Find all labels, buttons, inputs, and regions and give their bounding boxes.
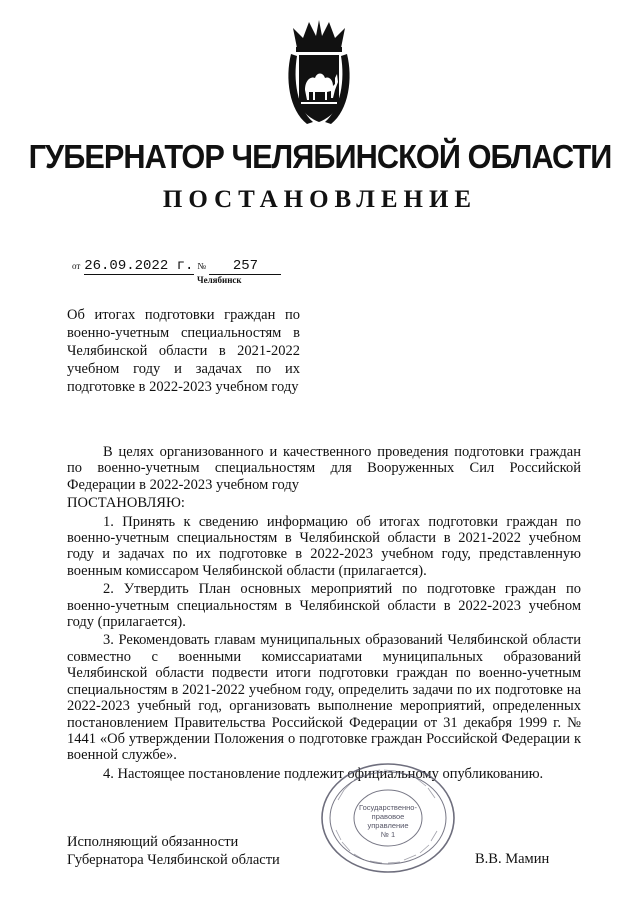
document-body bbox=[67, 444, 581, 784]
stamp-text: Государственно- bbox=[359, 803, 417, 812]
document-city: Челябинск bbox=[197, 275, 242, 285]
signatory-position bbox=[67, 833, 280, 869]
document-date: 26.09.2022 г. bbox=[84, 258, 194, 274]
document-header-title: ГУБЕРНАТОР ЧЕЛЯБИНСКОЙ ОБЛАСТИ bbox=[28, 138, 612, 175]
decree-item: 2. Утвердить План основных мероприятий по подготовке граждан по военно-учетным специальностям в Челябинской области в 2022-2023 учебном году (прилагается). bbox=[67, 581, 581, 631]
decree-item: 3. Рекомендовать главам муниципальных образований Челябинской области совместно с военными комиссариатами муниципальных образований Челябинской области подвести итоги подготовки граждан по военно-учетным специальностям в 2021-2022 учебном году, определить задачи по их подготовке на 2022-2023 учебный год, организовать выполнение мероприятий, определенных постановлением Правительства Российской Федерации от 31 декабря 1999 г. № 1441 «Об утверждении Положения о подготовке граждан Российской Федерации к военной службе». bbox=[67, 632, 581, 764]
document-number: 257 bbox=[209, 259, 281, 275]
official-stamp-icon bbox=[318, 760, 458, 876]
decree-item: 4. Настоящее постановление подлежит официальному опубликованию. bbox=[103, 765, 544, 782]
number-prefix: № bbox=[197, 261, 206, 271]
signatory-position-line: Исполняющий обязанности bbox=[67, 834, 239, 850]
stamp-text: № 1 bbox=[380, 830, 396, 839]
stamp-text: управление bbox=[367, 821, 409, 830]
decree-item: 1. Принять к сведению информацию об итогах подготовки граждан по военно-учетным специальностям в Челябинской области в 2021-2022 учебном году и задачах по их подготовке в 2022-2023 учебном году, представленную военным комиссаром Челябинской области (прилагается). bbox=[67, 513, 581, 579]
decree-word: ПОСТАНОВЛЯЮ: bbox=[67, 495, 185, 512]
signatory-position-line: Губернатора Челябинской области bbox=[67, 852, 280, 868]
document-type-title: ПОСТАНОВЛЕНИЕ bbox=[162, 186, 478, 213]
coat-of-arms-icon bbox=[283, 18, 355, 130]
document-subject: Об итогах подготовки граждан по военно-учетным специальностям в Челябинской области в 2021-2022 учебном году и задачах по их подготовке в 2022-2023 учебном году bbox=[67, 307, 300, 395]
stamp-text: правовое bbox=[371, 812, 405, 821]
date-prefix: от bbox=[72, 261, 81, 271]
date-number-row bbox=[72, 258, 281, 275]
signatory-name: В.В. Мамин bbox=[475, 851, 550, 867]
intro-paragraph: В целях организованного и качественного проведения подготовки граждан по военно-учетным специальностям для Вооруженных Сил Российской Федерации в 2022-2023 учебном году bbox=[67, 444, 581, 493]
